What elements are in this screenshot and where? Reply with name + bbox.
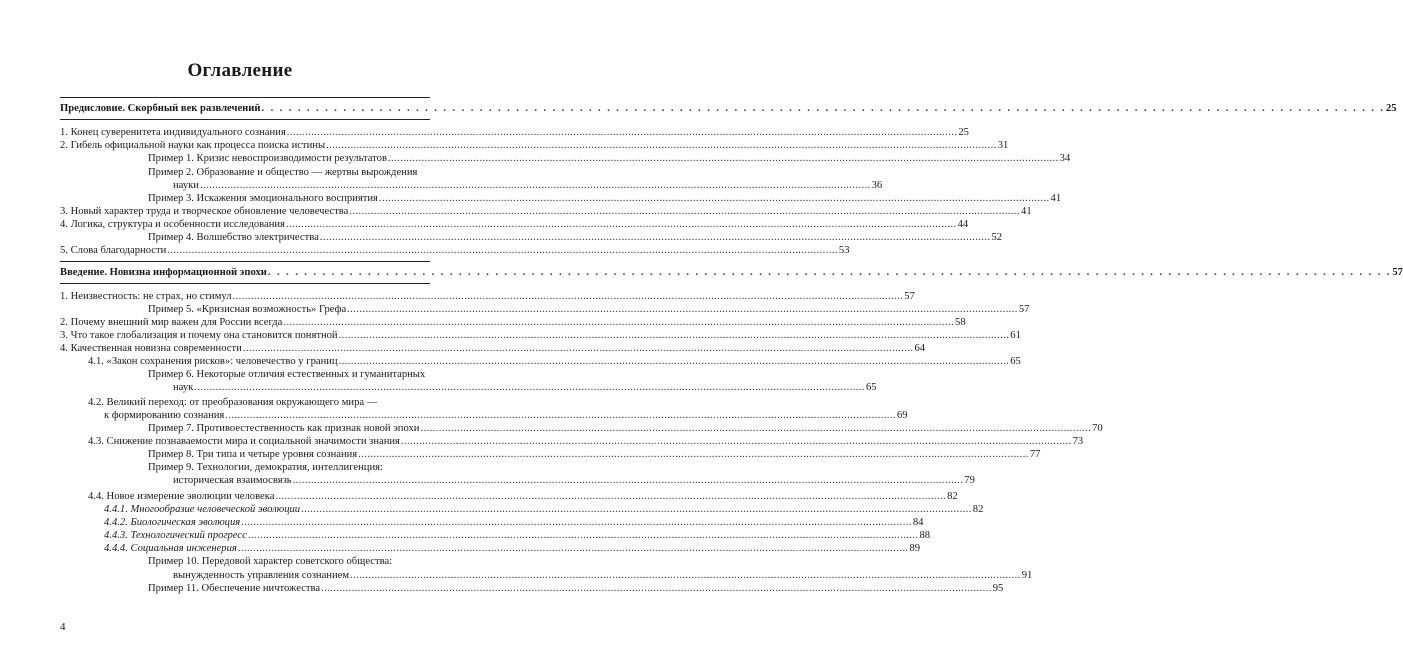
dot-leader xyxy=(194,381,865,394)
toc-entry[interactable] xyxy=(60,316,966,329)
toc-entry-line: Пример 10. Передовой характер советского общества: xyxy=(148,556,393,567)
toc-entry[interactable] xyxy=(104,529,931,542)
dot-leader xyxy=(225,409,896,422)
toc-entry-title: 3. Что такое глобализация и почему она становится понятной xyxy=(60,330,338,341)
toc-entry-title: Пример 5. «Кризисная возможность» Грефа xyxy=(148,304,347,315)
toc-entry[interactable] xyxy=(148,582,1004,595)
dot-leader xyxy=(238,542,909,555)
toc-entry-page: 95 xyxy=(992,583,1004,594)
toc-entry-page: 77 xyxy=(1029,449,1041,460)
page-number: 4 xyxy=(60,621,66,633)
toc-entry[interactable] xyxy=(60,342,926,355)
toc-entry-title: Пример 1. Кризис невоспроизводимости результатов xyxy=(148,153,387,164)
toc-entry-page: 79 xyxy=(964,475,975,486)
toc-entry-title: 4. Логика, структура и особенности исследования xyxy=(60,219,285,230)
toc-entry-page: 58 xyxy=(955,317,966,328)
toc-entry-title: 3. Новый характер труда и творческое обновление человечества xyxy=(60,206,349,217)
toc-entry[interactable] xyxy=(173,474,975,487)
dot-leader xyxy=(401,435,1072,448)
toc-entry-line: Пример 6. Некоторые отличия естественных и гуманитарных xyxy=(148,369,426,380)
toc-entry-title: 1. Неизвестность: не страх, но стимул xyxy=(60,291,232,302)
page-title: Оглавление xyxy=(187,60,293,81)
toc-entry[interactable] xyxy=(60,102,1397,115)
toc-entry-page: 84 xyxy=(912,517,924,528)
section-rule xyxy=(60,97,430,98)
toc-entry-title: 4.3. Снижение познаваемости мира и социальной значимости знания xyxy=(88,436,400,447)
toc-entry-page: 91 xyxy=(1021,570,1033,581)
toc-entry[interactable] xyxy=(88,355,1021,368)
section-rule xyxy=(60,261,430,262)
toc-entry[interactable] xyxy=(148,422,1103,435)
toc-entry-title: Предисловие. Скорбный век развлечений xyxy=(60,103,261,114)
toc-entry[interactable] xyxy=(148,152,1071,165)
dot-leader xyxy=(293,474,964,487)
toc-entry[interactable] xyxy=(88,435,1084,448)
toc-entry-title: Пример 7. Противоестественность как признак новой эпохи xyxy=(148,423,420,434)
toc-entry-title: наук xyxy=(173,382,194,393)
dot-leader xyxy=(347,303,1018,316)
dot-leader xyxy=(339,329,1010,342)
toc-entry-title: 4. Качественная новизна современности xyxy=(60,343,242,354)
toc-entry-title: Пример 8. Три типа и четыре уровня сознания xyxy=(148,449,358,460)
toc-entry[interactable] xyxy=(104,542,921,555)
toc-entry[interactable] xyxy=(60,329,1021,342)
toc-entry-title: 2. Почему внешний мир важен для России всегда xyxy=(60,317,283,328)
dot-leader xyxy=(200,179,871,192)
toc-entry[interactable] xyxy=(173,381,877,394)
dot-leader xyxy=(350,569,1021,582)
toc-entry[interactable] xyxy=(60,139,1009,152)
toc-entry-page: 69 xyxy=(896,410,908,421)
toc-entry-title: 4.4.3. Технологический прогресс xyxy=(104,530,247,541)
toc-entry[interactable] xyxy=(104,409,908,422)
dot-leader xyxy=(379,192,1050,205)
toc-entry-line: Пример 9. Технологии, демократия, интеллигенция: xyxy=(148,462,383,473)
toc-entry-page: 82 xyxy=(947,491,958,502)
toc-entry-title: 1. Конец суверенитета индивидуального сознания xyxy=(60,127,286,138)
dot-leader xyxy=(320,231,991,244)
toc-entry[interactable] xyxy=(148,448,1041,461)
toc-entry[interactable] xyxy=(148,192,1062,205)
toc-entry-title: 4.4.2. Биологическая эволюция xyxy=(104,517,241,528)
toc-entry-title: науки xyxy=(173,180,199,191)
toc-entry[interactable] xyxy=(148,303,1030,316)
toc-entry-page: 70 xyxy=(1092,423,1103,434)
dot-leader xyxy=(388,152,1059,165)
toc-entry[interactable] xyxy=(60,126,969,139)
toc-entry[interactable] xyxy=(173,179,883,192)
dot-leader xyxy=(420,422,1091,435)
toc-entry-title: к формированию сознания xyxy=(104,410,225,421)
toc-entry-page: 34 xyxy=(1059,153,1071,164)
toc-entry-page: 52 xyxy=(991,232,1003,243)
dot-leader xyxy=(301,503,972,516)
toc-entry-page: 61 xyxy=(1010,330,1021,341)
toc-entry-page: 89 xyxy=(909,543,921,554)
toc-entry-page: 57 xyxy=(904,291,915,302)
toc-entry-page: 41 xyxy=(1050,193,1062,204)
toc-entry-page: 64 xyxy=(914,343,926,354)
toc-entry-page: 31 xyxy=(997,140,1009,151)
dot-leader xyxy=(248,529,919,542)
toc-entry-title: 4.4. Новое измерение эволюции человека xyxy=(88,491,275,502)
toc-entry-title: 5. Слова благодарности xyxy=(60,245,167,256)
toc-entry-title: Пример 4. Волшебство электричества xyxy=(148,232,319,243)
dot-leader xyxy=(358,448,1029,461)
toc-entry[interactable] xyxy=(88,490,958,503)
toc-entry-page: 88 xyxy=(919,530,931,541)
toc-entry-page: 57 xyxy=(1018,304,1030,315)
toc-entry-title: Пример 3. Искажения эмоционального восприятия xyxy=(148,193,378,204)
toc-entry[interactable] xyxy=(60,244,850,257)
toc-entry[interactable] xyxy=(60,266,1403,279)
dot-leader xyxy=(167,244,838,257)
dot-leader xyxy=(349,205,1020,218)
toc-entry[interactable] xyxy=(148,231,1003,244)
toc-entry-page: 73 xyxy=(1072,436,1084,447)
toc-entry-title: историческая взаимосвязь xyxy=(173,475,292,486)
toc-entry-line: Пример 2. Образование и общество — жертвы вырождения xyxy=(148,167,418,178)
toc-entry[interactable] xyxy=(173,569,1033,582)
dot-leader xyxy=(261,102,1384,115)
toc-entry-page: 36 xyxy=(871,180,883,191)
toc-entry-page: 25 xyxy=(1385,103,1397,114)
section-rule xyxy=(60,119,430,120)
section-rule xyxy=(60,283,430,284)
dot-leader xyxy=(339,355,1010,368)
toc-entry-title: 2. Гибель официальной науки как процесса поиска истины xyxy=(60,140,326,151)
toc-entry-page: 53 xyxy=(838,245,850,256)
toc-entry-title: 4.4.4. Социальная инженерия xyxy=(104,543,237,554)
toc-entry-title: Введение. Новизна информационной эпохи xyxy=(60,267,267,278)
dot-leader xyxy=(283,316,954,329)
toc-entry-page: 41 xyxy=(1021,206,1032,217)
dot-leader xyxy=(286,218,957,231)
dot-leader xyxy=(243,342,914,355)
toc-entry-title: 4.4.1. Многообразие человеческой эволюции xyxy=(104,504,301,515)
dot-leader xyxy=(275,490,946,503)
toc-entry-title: вынужденность управления сознанием xyxy=(173,570,350,581)
toc-entry-page: 65 xyxy=(1010,356,1021,367)
toc-entry[interactable] xyxy=(104,516,924,529)
dot-leader xyxy=(241,516,912,529)
toc-entry[interactable] xyxy=(60,290,915,303)
toc-entry[interactable] xyxy=(104,503,984,516)
toc-entry-page: 57 xyxy=(1392,267,1403,278)
dot-leader xyxy=(268,266,1391,279)
toc-entry[interactable] xyxy=(60,205,1032,218)
toc-entry-page: 25 xyxy=(958,127,969,138)
dot-leader xyxy=(321,582,992,595)
dot-leader xyxy=(233,290,904,303)
toc-entry-title: Пример 11. Обеспечение ничтожества xyxy=(148,583,321,594)
toc-entry[interactable] xyxy=(60,218,969,231)
toc-entry-line: 4.2. Великий переход: от преобразования окружающего мира — xyxy=(88,397,378,408)
toc-entry-page: 65 xyxy=(865,382,877,393)
dot-leader xyxy=(287,126,958,139)
dot-leader xyxy=(326,139,997,152)
toc-entry-title: 4.1. «Закон сохранения рисков»: человечество у границ xyxy=(88,356,338,367)
toc-entry-page: 82 xyxy=(972,504,984,515)
toc-entry-page: 44 xyxy=(957,219,969,230)
